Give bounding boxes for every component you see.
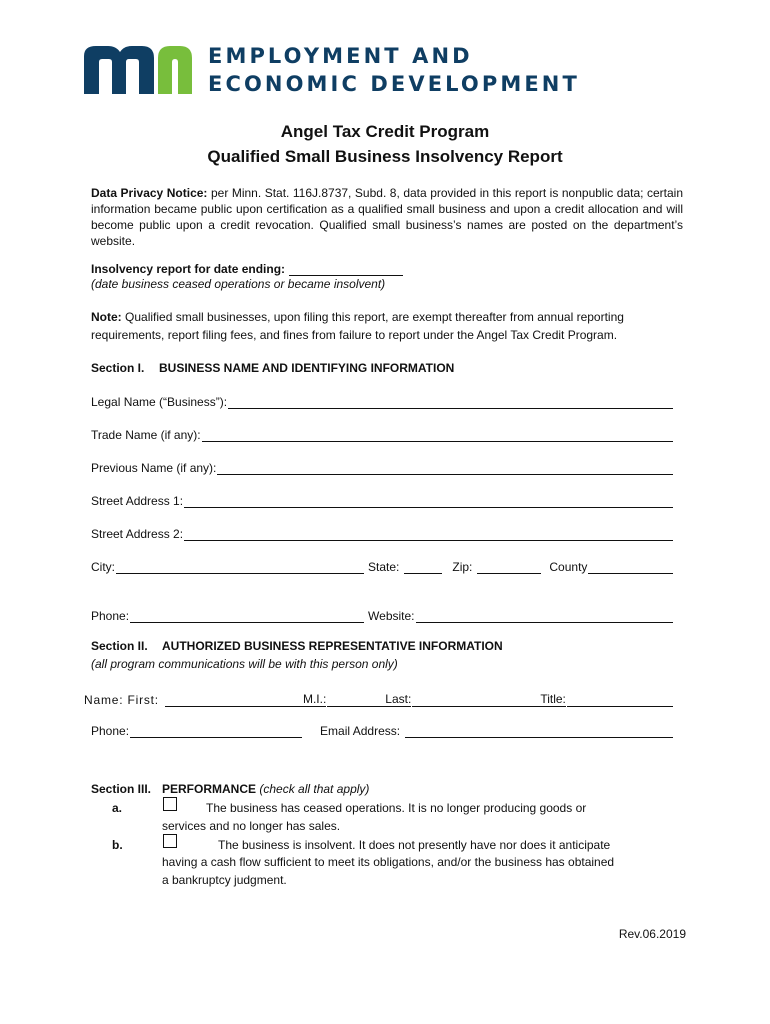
insolvency-date-label: Insolvency report for date ending: bbox=[91, 262, 286, 276]
section2-heading: AUTHORIZED BUSINESS REPRESENTATIVE INFORMATION bbox=[162, 639, 503, 653]
insolvency-date-row bbox=[91, 260, 403, 276]
privacy-text: per Minn. Stat. 116J.8737, Subd. 8, data provided in this report is nonpublic data; certain information became public upon certification as a qualified small business and upon a credit allocation and will become public upon a credit revocation. Qualified small business’s names are posted on the department’s website. bbox=[91, 186, 683, 248]
note-label: Note: bbox=[91, 310, 122, 324]
option-a-label: a. bbox=[112, 801, 123, 815]
option-b-label: b. bbox=[112, 838, 123, 852]
title-field[interactable] bbox=[567, 694, 673, 707]
privacy-notice bbox=[91, 185, 683, 249]
rep-phone-field[interactable] bbox=[130, 725, 302, 738]
previous-name-row bbox=[91, 459, 673, 475]
zip-label: Zip: bbox=[452, 560, 473, 574]
section3-heading-note: (check all that apply) bbox=[259, 782, 370, 796]
county-label: County bbox=[549, 560, 588, 574]
legal-name-row bbox=[91, 393, 673, 409]
title-label: Title: bbox=[540, 692, 566, 706]
mi-label: M.I.: bbox=[302, 692, 327, 706]
first-name-label: Name: First: bbox=[84, 693, 159, 707]
city-field[interactable] bbox=[116, 561, 364, 574]
report-title: Qualified Small Business Insolvency Report bbox=[207, 147, 563, 166]
phone-label: Phone: bbox=[91, 609, 130, 623]
last-name-label: Last: bbox=[385, 692, 412, 706]
program-title: Angel Tax Credit Program bbox=[280, 122, 490, 141]
city-state-zip-row bbox=[91, 558, 673, 574]
street1-label: Street Address 1: bbox=[91, 494, 184, 508]
org-name-line2: ECONOMIC DEVELOPMENT bbox=[208, 72, 580, 96]
revision-date: Rev.06.2019 bbox=[618, 927, 686, 941]
note-paragraph bbox=[91, 308, 683, 344]
section3-heading: PERFORMANCE bbox=[162, 782, 257, 796]
previous-name-label: Previous Name (if any): bbox=[91, 461, 217, 475]
option-b-checkbox[interactable] bbox=[163, 834, 177, 848]
website-label: Website: bbox=[368, 609, 415, 623]
mn-logo bbox=[84, 44, 194, 96]
legal-name-field[interactable] bbox=[228, 396, 673, 409]
street2-row bbox=[91, 525, 673, 541]
zip-field[interactable] bbox=[477, 561, 541, 574]
option-a-line2: services and no longer has sales. bbox=[162, 819, 341, 833]
option-a-checkbox[interactable] bbox=[163, 797, 177, 811]
section1-heading: BUSINESS NAME AND IDENTIFYING INFORMATION bbox=[159, 361, 455, 375]
legal-name-label: Legal Name (“Business”): bbox=[91, 395, 228, 409]
street1-row bbox=[91, 492, 673, 508]
rep-phone-label: Phone: bbox=[91, 724, 130, 738]
option-b-line2: having a cash flow sufficient to meet its obligations, and/or the business has obtained bbox=[162, 855, 615, 869]
section3-number: Section III. bbox=[91, 782, 152, 796]
street2-label: Street Address 2: bbox=[91, 527, 184, 541]
email-field[interactable] bbox=[405, 725, 673, 738]
trade-name-row bbox=[91, 426, 673, 442]
section2-number: Section II. bbox=[91, 639, 148, 653]
last-name-field[interactable] bbox=[412, 694, 540, 707]
option-b-line1: The business is insolvent. It does not presently have nor does it anticipate bbox=[218, 838, 611, 852]
rep-contact-row bbox=[91, 722, 673, 738]
website-field[interactable] bbox=[416, 610, 673, 623]
trade-name-field[interactable] bbox=[202, 429, 673, 442]
option-a-line1: The business has ceased operations. It is no longer producing goods or bbox=[206, 801, 587, 815]
street1-field[interactable] bbox=[184, 495, 673, 508]
street2-field[interactable] bbox=[184, 528, 673, 541]
previous-name-field[interactable] bbox=[217, 462, 673, 475]
city-label: City: bbox=[91, 560, 115, 574]
county-field[interactable] bbox=[588, 561, 673, 574]
note-text: Qualified small businesses, upon filing this report, are exempt thereafter from annual reporting requirements, report filing fees, and fines from failure to report under the Angel Tax Credit Program. bbox=[91, 310, 624, 342]
org-name-line1: EMPLOYMENT AND bbox=[208, 44, 473, 68]
option-b-line3: a bankruptcy judgment. bbox=[162, 873, 287, 887]
phone-website-row bbox=[91, 607, 673, 623]
phone-field[interactable] bbox=[130, 610, 364, 623]
trade-name-label: Trade Name (if any): bbox=[91, 428, 201, 442]
privacy-label: Data Privacy Notice: bbox=[91, 186, 208, 200]
state-field[interactable] bbox=[404, 561, 442, 574]
first-name-field[interactable] bbox=[165, 694, 303, 707]
state-label: State: bbox=[368, 560, 400, 574]
section3-heading-wrap bbox=[162, 782, 369, 796]
section1-number: Section I. bbox=[91, 361, 145, 375]
rep-name-row bbox=[84, 691, 673, 707]
insolvency-date-field[interactable] bbox=[289, 263, 403, 276]
mi-field[interactable] bbox=[327, 694, 385, 707]
insolvency-date-note: (date business ceased operations or became insolvent) bbox=[91, 277, 386, 291]
email-label: Email Address: bbox=[320, 724, 401, 738]
section2-subtext: (all program communications will be with this person only) bbox=[91, 657, 398, 671]
